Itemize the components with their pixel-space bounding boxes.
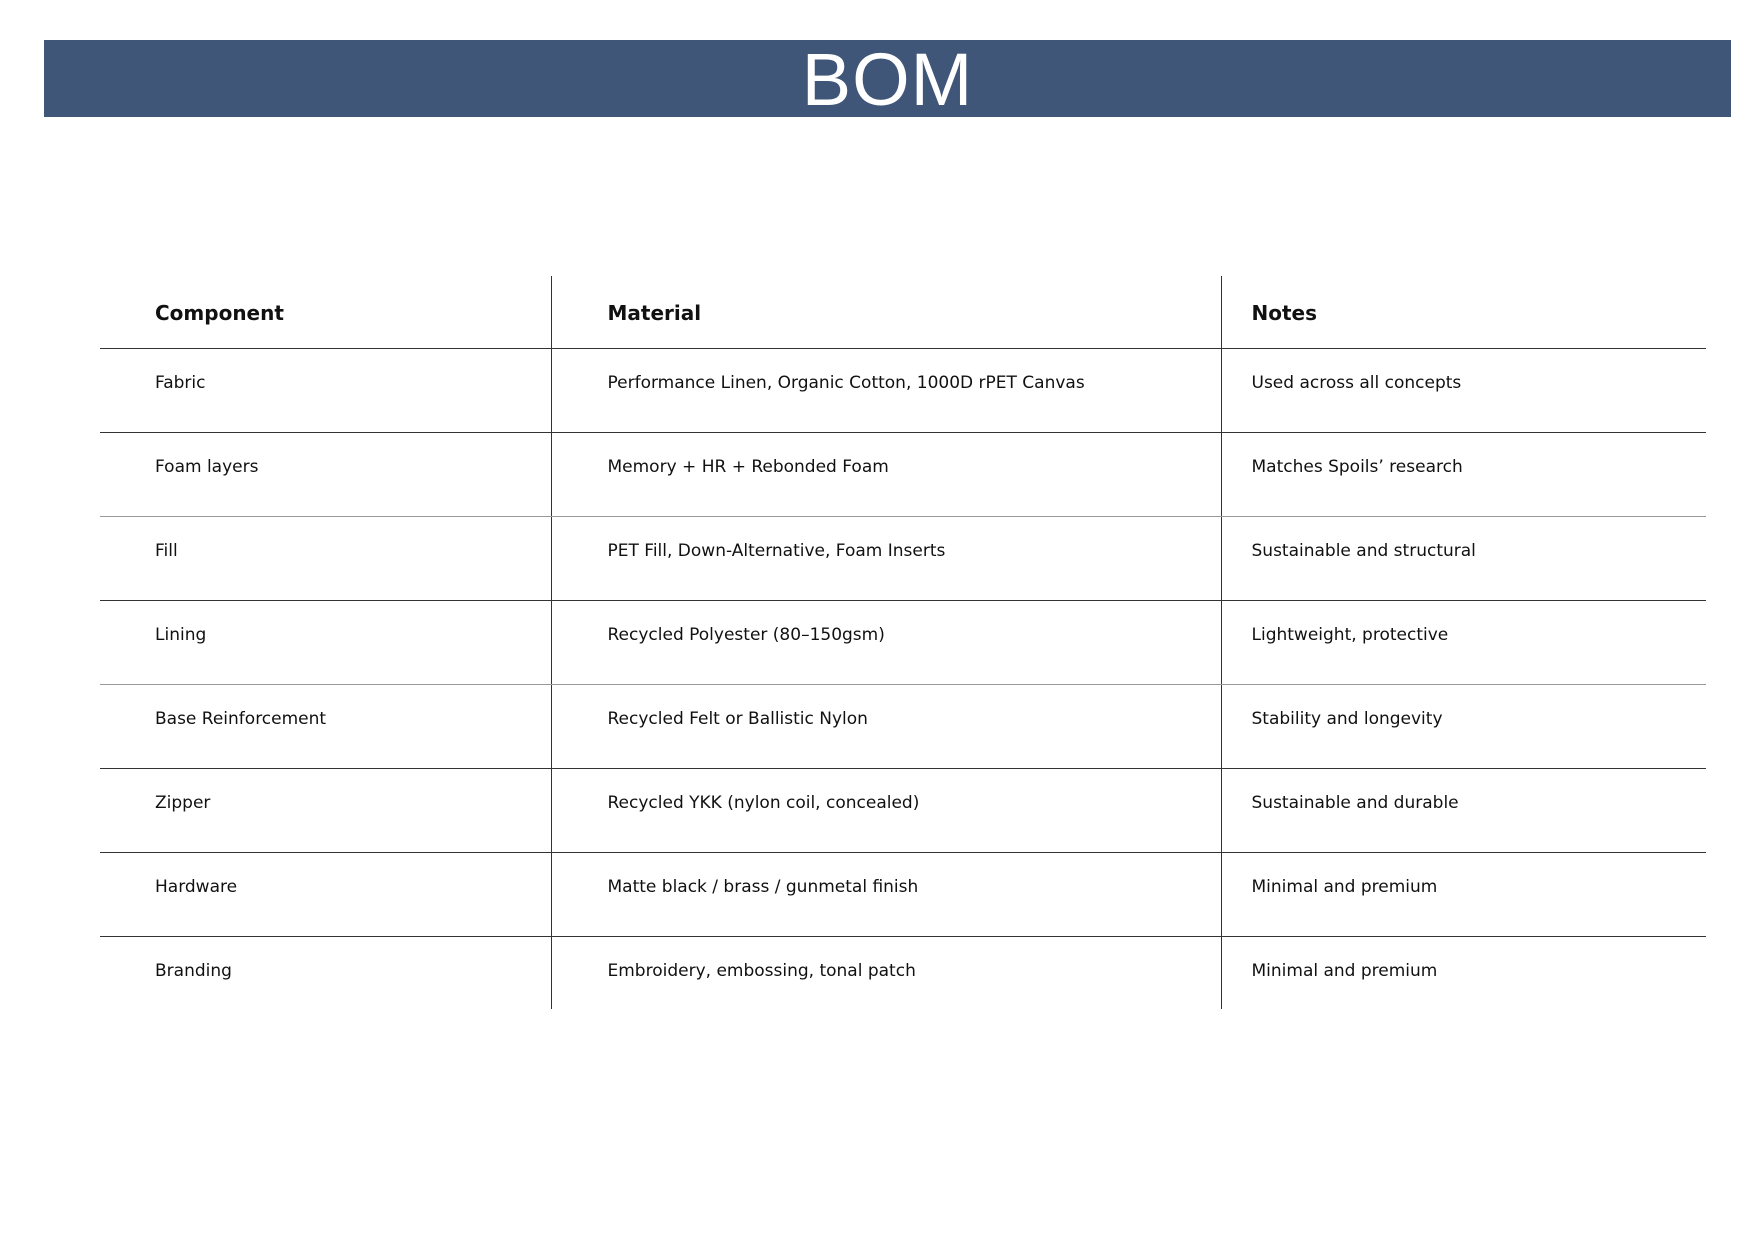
- component-cell: Base Reinforcement: [100, 685, 551, 769]
- component-cell: Fill: [100, 517, 551, 601]
- material-cell: Memory + HR + Rebonded Foam: [551, 433, 1221, 517]
- column-header-component: Component: [100, 276, 551, 349]
- table-row: [100, 601, 1706, 685]
- notes-cell: Stability and longevity: [1221, 685, 1706, 769]
- material-cell: Recycled Polyester (80–150gsm): [551, 601, 1221, 685]
- table-header-row: [100, 276, 1706, 349]
- component-cell: Branding: [100, 937, 551, 1009]
- notes-cell: Minimal and premium: [1221, 853, 1706, 937]
- table-row: [100, 685, 1706, 769]
- material-cell: Embroidery, embossing, tonal patch: [551, 937, 1221, 1009]
- table-row: [100, 433, 1706, 517]
- notes-cell: Sustainable and structural: [1221, 517, 1706, 601]
- component-cell: Foam layers: [100, 433, 551, 517]
- title-banner: [44, 37, 1731, 121]
- component-cell: Hardware: [100, 853, 551, 937]
- column-header-material: Material: [551, 276, 1221, 349]
- material-cell: Performance Linen, Organic Cotton, 1000D rPET Canvas: [551, 349, 1221, 433]
- notes-cell: Used across all concepts: [1221, 349, 1706, 433]
- column-header-notes: Notes: [1221, 276, 1706, 349]
- notes-cell: Sustainable and durable: [1221, 769, 1706, 853]
- table-row: [100, 853, 1706, 937]
- component-cell: Zipper: [100, 769, 551, 853]
- bom-table: [100, 276, 1706, 1009]
- notes-cell: Matches Spoils’ research: [1221, 433, 1706, 517]
- notes-cell: Minimal and premium: [1251, 961, 1438, 981]
- component-cell: Fabric: [100, 349, 551, 433]
- table-row: [100, 349, 1706, 433]
- material-cell: Recycled YKK (nylon coil, concealed): [551, 769, 1221, 853]
- table-row: [100, 769, 1706, 853]
- page-title: BOM: [801, 37, 974, 121]
- table-row: [100, 937, 1706, 1009]
- material-cell: Recycled Felt or Ballistic Nylon: [551, 685, 1221, 769]
- material-cell: Matte black / brass / gunmetal finish: [551, 853, 1221, 937]
- material-cell: PET Fill, Down-Alternative, Foam Inserts: [551, 517, 1221, 601]
- component-cell: Lining: [100, 601, 551, 685]
- notes-cell: Lightweight, protective: [1221, 601, 1706, 685]
- table-row: [100, 517, 1706, 601]
